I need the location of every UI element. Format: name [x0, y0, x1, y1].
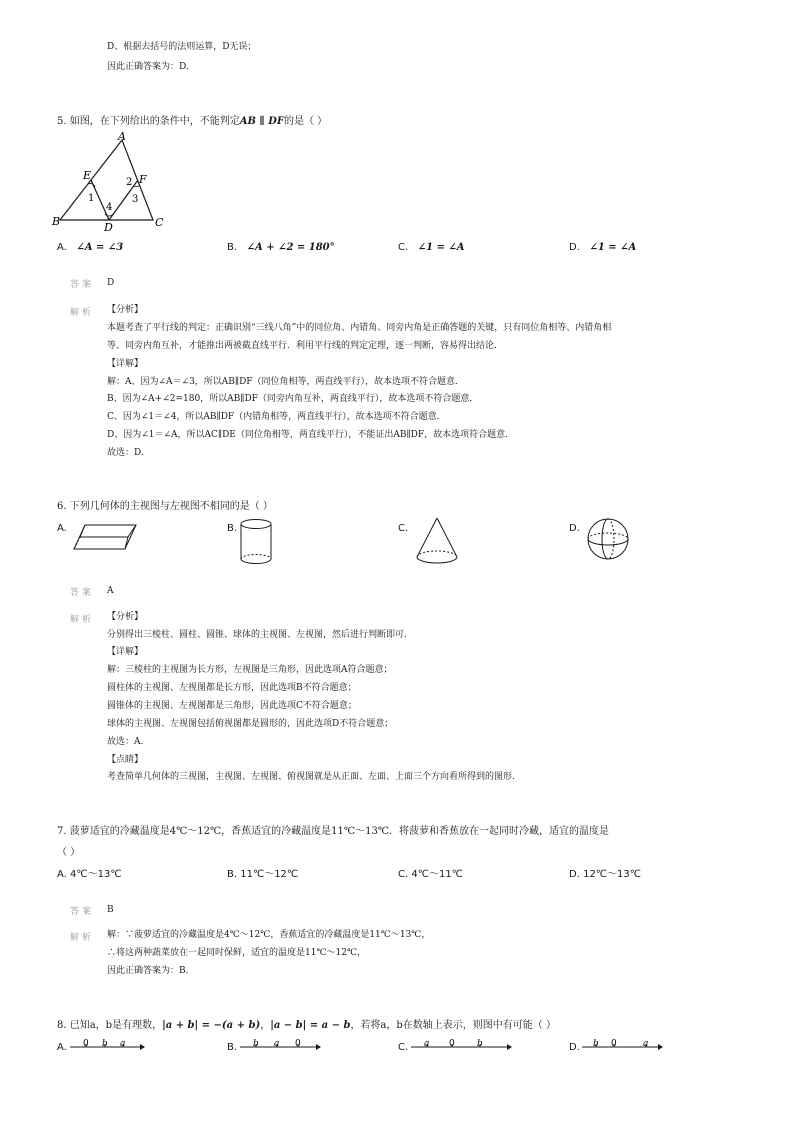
- q7-answer: B: [107, 905, 114, 915]
- q6-analysis-line-1: 分别得出三棱柱、圆柱、圆锥、球体的主视图、左视图，然后进行判断即可．: [107, 630, 414, 640]
- q5-analysis-line-1: 本题考查了平行线的判定：正确识别“三线八角”中的同位角、内错角、同旁内角是正确答题的关键，只有同位角相等、内错角相: [107, 323, 612, 333]
- q5-analysis-line-8: 故选：D.: [107, 448, 144, 458]
- q5-answer: D: [107, 278, 115, 288]
- q5-analysis-line-2: 等、同旁内角互补，才能推出两被截直线平行．利用平行线的判定定理，逐一判断，容易得出结论．: [107, 341, 504, 351]
- q6-option-b-letter[interactable]: B.: [227, 523, 238, 534]
- q8-a-label-a: a: [120, 1039, 126, 1049]
- label-a: A: [118, 130, 126, 143]
- q8-option-a-letter[interactable]: A.: [57, 1042, 67, 1053]
- q5-option-c-text: ∠1 = ∠A: [417, 242, 465, 253]
- q6-analysis-line-9: 考查简单几何体的三视图，主视图、左视图、俯视图就是从正面、左面、上面三个方向看所得到的图形．: [107, 772, 522, 782]
- q7-stem-line-1: 7. 菠萝适宜的冷藏温度是4℃～12℃，香蕉适宜的冷藏温度是11℃～13℃．将菠萝和香蕉放在一起同时冷藏，适宜的温度是: [57, 826, 610, 837]
- q7-option-a[interactable]: [57, 868, 122, 881]
- q8-b-label-0: 0: [295, 1039, 301, 1049]
- q8-option-b-number-line[interactable]: [238, 1038, 322, 1058]
- q5-stem-math: AB ∥ DF: [239, 116, 284, 127]
- q5-option-a[interactable]: [57, 241, 123, 254]
- q8-stem-b: ，若将a，b在数轴上表示，则图中有可能（ ）: [350, 1020, 556, 1031]
- label-d: D: [104, 221, 113, 234]
- q7-option-d-text: 12℃～13℃: [583, 869, 641, 880]
- q7-option-a-letter: A.: [57, 869, 67, 880]
- prev-solution-line-2: 因此正确答案为：D.: [107, 62, 189, 72]
- cylinder-icon[interactable]: [236, 517, 276, 567]
- q5-stem-end: 的是（ ）: [283, 116, 328, 127]
- q6-analysis-line-4: 圆柱体的主视图、左视图都是长方形，因此选项B不符合题意；: [107, 683, 357, 693]
- q6-analysis-line-2: 【详解】: [107, 647, 144, 657]
- q8-b-label-a: a: [274, 1039, 280, 1049]
- q7-option-a-text: 4℃～13℃: [70, 869, 122, 880]
- q8-option-d-number-line[interactable]: [580, 1038, 664, 1058]
- q5-option-a-letter: A.: [57, 242, 67, 253]
- q5-triangle-figure: [50, 130, 175, 235]
- q8-stem-a: 8. 已知a，b是有理数，: [57, 1020, 163, 1031]
- q8-stem-math-1: |a + b| = −(a + b): [162, 1020, 261, 1031]
- q8-option-a-number-line[interactable]: [68, 1038, 146, 1058]
- q8-b-label-b: b: [253, 1039, 259, 1049]
- label-f: F: [139, 173, 147, 186]
- cone-icon[interactable]: [412, 515, 462, 567]
- q8-stem: [57, 1019, 556, 1032]
- prev-solution-line-1: D、根据去括号的法则运算，D无误；: [107, 42, 257, 52]
- q7-analysis-line-2: 因此正确答案为：B.: [107, 966, 189, 976]
- q7-analysis-line-1: ∴将这两种蔬菜放在一起同时保鲜，适宜的温度是11℃～12℃，: [107, 948, 367, 958]
- q8-option-b-letter[interactable]: B.: [227, 1042, 238, 1053]
- q5-option-d[interactable]: [569, 241, 636, 254]
- q5-option-b[interactable]: [227, 241, 335, 254]
- q7-option-b-letter: B.: [227, 869, 238, 880]
- sphere-icon[interactable]: [585, 516, 631, 562]
- q6-analysis-line-8: 【点睛】: [107, 755, 144, 765]
- label-angle-4: 4: [106, 202, 113, 213]
- label-e: E: [83, 169, 92, 182]
- q7-answer-label: 答案: [70, 907, 95, 917]
- q8-c-label-b: b: [477, 1039, 483, 1049]
- q7-analysis-label: 解析: [70, 933, 95, 943]
- q5-analysis-label: 解析: [70, 308, 95, 318]
- q5-analysis-line-7: D、因为∠1＝∠A，所以AC∥DE（同位角相等，两直线平行），不能证出AB∥DF，故本选项符合题意．: [107, 430, 515, 440]
- q7-analysis-line-0: 解：∵菠萝适宜的冷藏温度是4℃～12℃，香蕉适宜的冷藏温度是11℃～13℃，: [107, 930, 431, 940]
- q7-option-c[interactable]: [398, 868, 463, 881]
- q5-option-c-letter: C.: [398, 242, 409, 253]
- q5-analysis-line-4: 解：A、因为∠A＝∠3，所以AB∥DF（同位角相等，两直线平行），故本选项不符合题意．: [107, 377, 465, 387]
- label-angle-1: 1: [88, 193, 95, 204]
- q6-option-d-letter[interactable]: D.: [569, 523, 580, 534]
- q6-answer-label: 答案: [70, 588, 95, 598]
- q7-option-c-text: 4℃～11℃: [411, 869, 463, 880]
- q8-stem-math-2: |a − b| = a − b: [270, 1020, 351, 1031]
- q5-option-c[interactable]: [398, 241, 465, 254]
- q6-analysis-line-7: 故选：A．: [107, 737, 150, 747]
- q7-option-c-letter: C.: [398, 869, 409, 880]
- q5-analysis-line-6: C、因为∠1＝∠4，所以AB∥DF（内错角相等，两直线平行），故本选项不符合题意．: [107, 412, 446, 422]
- q8-option-d-letter[interactable]: D.: [569, 1042, 580, 1053]
- q8-option-c-number-line[interactable]: [409, 1038, 513, 1058]
- q5-option-a-text: ∠A = ∠3: [76, 242, 124, 253]
- q8-c-label-a: a: [424, 1039, 430, 1049]
- q5-analysis-line-3: 【详解】: [107, 359, 144, 369]
- label-b: B: [52, 215, 61, 228]
- q6-analysis-line-5: 圆锥体的主视图、左视图都是三角形，因此选项C不符合题意；: [107, 701, 357, 711]
- q8-option-c-letter[interactable]: C.: [398, 1042, 409, 1053]
- label-angle-2: 2: [126, 177, 133, 188]
- q6-analysis-label: 解析: [70, 615, 95, 625]
- q8-a-label-0: 0: [83, 1039, 89, 1049]
- q5-stem: [57, 115, 327, 128]
- triangular-prism-icon[interactable]: [70, 522, 142, 552]
- q6-analysis-line-6: 球体的主视图、左视图包括俯视图都是圆形的，因此选项D不符合题意；: [107, 719, 394, 729]
- q6-analysis-line-3: 解：三棱柱的主视图为长方形，左视图是三角形，因此选项A符合题意；: [107, 665, 393, 675]
- label-c: C: [155, 216, 164, 229]
- q6-analysis-line-0: 【分析】: [107, 612, 144, 622]
- q8-d-label-b: b: [593, 1039, 599, 1049]
- q6-option-c-letter[interactable]: C.: [398, 523, 409, 534]
- q5-stem-text: 5. 如图，在下列给出的条件中，不能判定: [57, 116, 240, 127]
- q6-answer: A: [107, 586, 114, 596]
- q7-stem-line-2: （ ）: [57, 847, 81, 858]
- q7-option-d-letter: D.: [569, 869, 580, 880]
- q8-d-label-0: 0: [611, 1039, 617, 1049]
- q5-option-d-text: ∠1 = ∠A: [589, 242, 637, 253]
- q6-option-a-letter[interactable]: A.: [57, 523, 67, 534]
- q5-option-b-text: ∠A + ∠2 = 180°: [246, 242, 335, 253]
- q8-c-label-0: 0: [449, 1039, 455, 1049]
- q5-answer-label: 答案: [70, 280, 95, 290]
- q7-option-b[interactable]: [227, 868, 298, 881]
- q5-analysis-line-0: 【分析】: [107, 305, 144, 315]
- q8-a-label-b: b: [102, 1039, 108, 1049]
- q8-stem-sep: ，: [260, 1020, 271, 1031]
- label-angle-3: 3: [132, 194, 139, 205]
- q8-d-label-a: a: [643, 1039, 649, 1049]
- q7-option-b-text: 11℃～12℃: [240, 869, 299, 880]
- q5-analysis-line-5: B、因为∠A+∠2=180，所以AB∥DF（同旁内角互补，两直线平行），故本选项不符合题意．: [107, 394, 479, 404]
- q7-option-d[interactable]: [569, 868, 641, 881]
- q6-stem: 6. 下列几何体的主视图与左视图不相同的是（ ）: [57, 501, 273, 512]
- q5-option-b-letter: B.: [227, 242, 238, 253]
- q5-option-d-letter: D.: [569, 242, 580, 253]
